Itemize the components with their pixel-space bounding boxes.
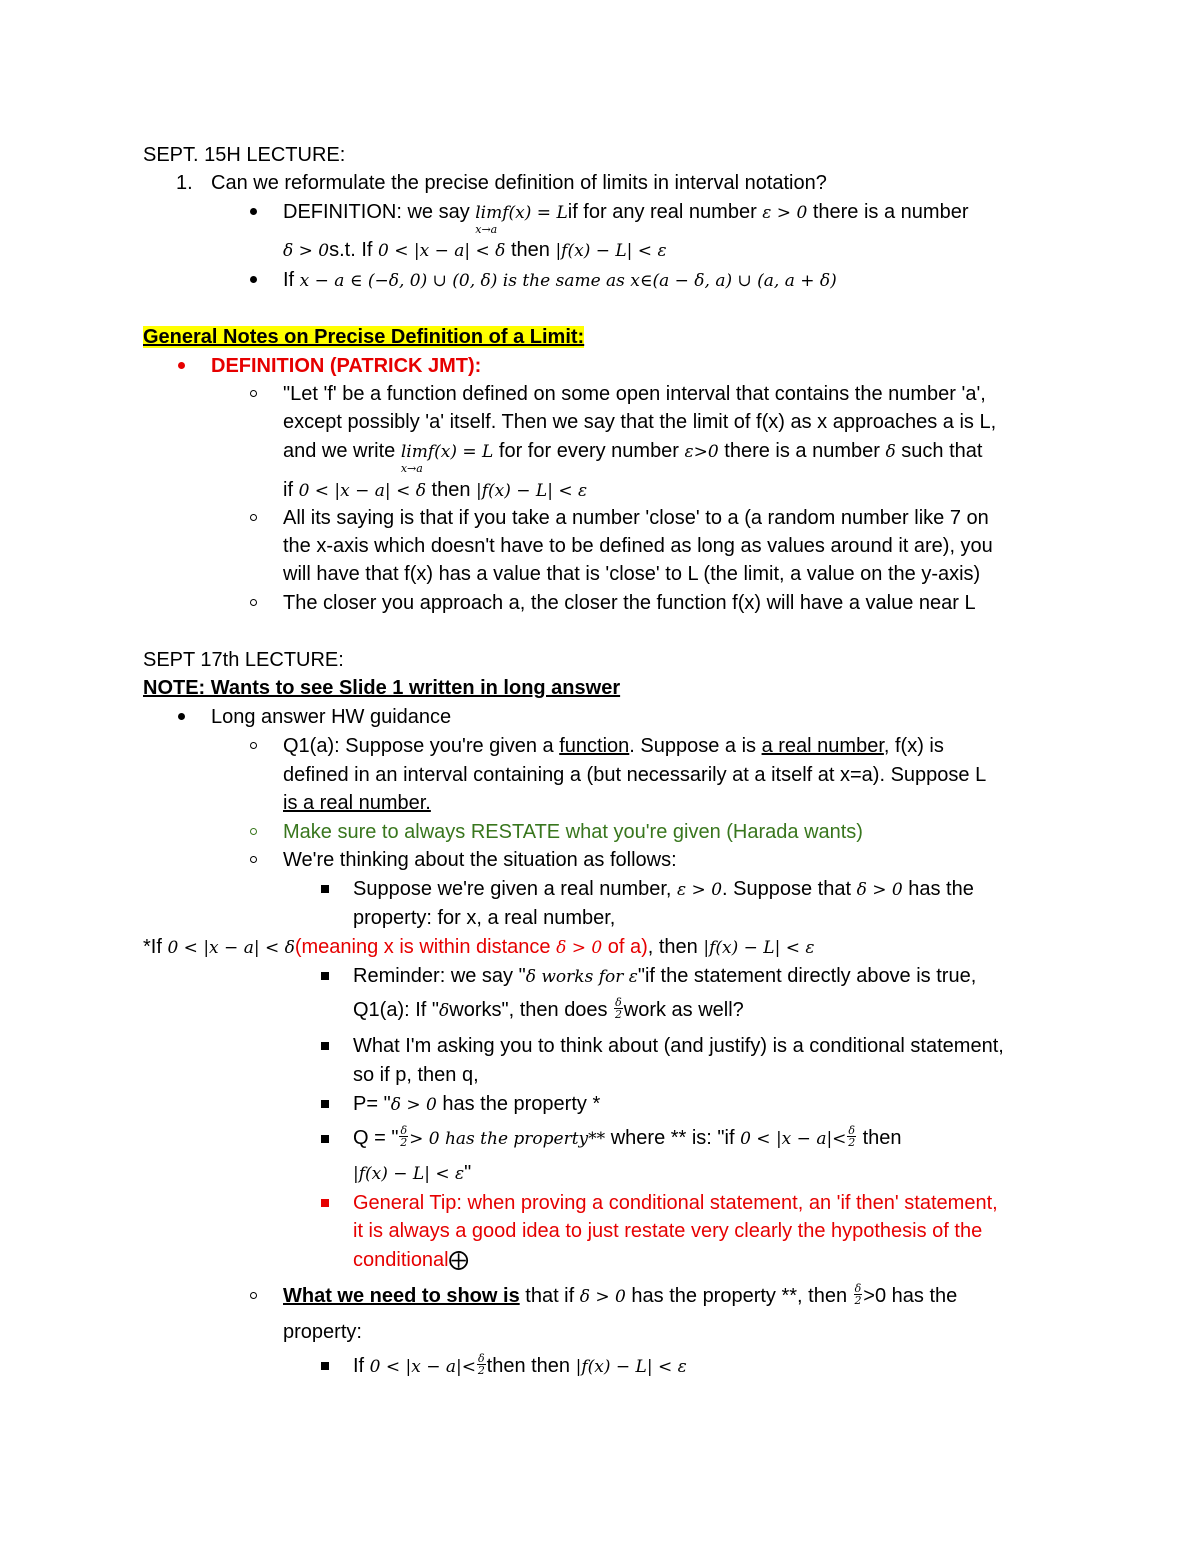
bullet-square-icon [321, 1100, 329, 1108]
need-text-1: that if [519, 1285, 580, 1307]
math-delta: δ > 0 [579, 1287, 626, 1307]
lim-label: lim [475, 203, 503, 223]
interval-line [283, 268, 837, 293]
fraction-den: 2 [477, 1364, 485, 1378]
all-line-3: will have that f(x) has a value that is 'close' to L (the limit, a value on the y-axis) [283, 563, 981, 585]
definition-line-1 [283, 200, 969, 236]
bullet-square-icon [321, 1042, 329, 1050]
suppose-text-2: . Suppose that [722, 878, 857, 900]
q1-text-2: . Suppose a is [629, 735, 762, 757]
bullet-circle-icon [250, 856, 257, 863]
bullet-square-icon [321, 972, 329, 980]
list-number: 1. [176, 172, 193, 194]
definition-patrick: DEFINITION (PATRICK JMT): [211, 355, 482, 377]
q1b-line [353, 998, 744, 1023]
math-has-property: > 0 has the property** [409, 1129, 606, 1149]
star-meaning: (meaning x is within distance [294, 936, 557, 958]
suppose-text-1: Suppose we're given a real number, [353, 878, 678, 900]
bullet-dot-icon [250, 208, 257, 215]
math-delta: δ > 0 [856, 880, 903, 900]
q-text-2: where ** is: "if [605, 1127, 741, 1149]
p-text-1: P= " [353, 1093, 391, 1115]
bullet-dot-icon [250, 276, 257, 283]
bullet-square-icon [321, 1362, 329, 1370]
closer-line: The closer you approach a, the closer the function f(x) will have a value near L [283, 592, 976, 614]
reminder-text-1: Reminder: we say " [353, 965, 526, 987]
math-ineq: 0 < |x − a|< [740, 1129, 847, 1149]
last-line [353, 1354, 687, 1379]
math-epsilon: ε > 0 [762, 203, 808, 223]
fraction-den: 2 [854, 1294, 862, 1308]
text-then: then [425, 479, 476, 501]
bullet-dot-icon [178, 713, 185, 720]
text-st: s.t. If [329, 239, 379, 261]
fraction-num: δ [400, 1124, 408, 1138]
lim-subscript: x→a [475, 223, 498, 236]
lim-label: lim [400, 442, 428, 462]
fraction-den: 2 [848, 1136, 856, 1150]
q-line [353, 1126, 902, 1151]
star-line [143, 935, 815, 960]
fraction-num: δ [854, 1282, 862, 1296]
math-delta: δ > 0 [556, 938, 603, 958]
math-ineq: 0 < |x − a|< [369, 1357, 477, 1377]
lim-subscript: x→a [400, 462, 423, 475]
text-if: if [283, 479, 299, 501]
suppose-text-3: has the [902, 878, 974, 900]
math-delta: δ > 0 [390, 1095, 437, 1115]
text-and-we-write: and we write [283, 440, 401, 462]
math-delta: δ [885, 442, 896, 462]
q1b-text-2: works", then does [449, 999, 614, 1021]
fraction-delta-over-2 [847, 1125, 856, 1148]
star-of-a: of a) [602, 936, 648, 958]
math-ineq-2: |f(x) − L| < ε [575, 1357, 687, 1377]
q1-text-3: , f(x) is [883, 735, 944, 757]
let-line-4 [283, 478, 587, 503]
reminder-text-2: "if the statement directly above is true, [637, 965, 977, 987]
math-ineq-1: 0 < |x − a| < δ [298, 481, 426, 501]
bullet-square-icon [321, 1135, 329, 1143]
bullet-circle-icon [250, 390, 257, 397]
math-interval: x − a ∈ (−δ, 0) ∪ (0, δ) is the same as x∈(a − δ, a) ∪ (a, a + δ) [299, 271, 837, 291]
q1b-text-1: Q1(a): If " [353, 999, 440, 1021]
last-then: then then [486, 1355, 576, 1377]
limit-expression [400, 440, 428, 475]
reminder-line [353, 964, 976, 989]
fraction-den: 2 [614, 1008, 622, 1022]
limit-expression [475, 201, 503, 236]
what-line-1: What I'm asking you to think about (and justify) is a conditional statement, [353, 1035, 1004, 1057]
math-delta-works: δ works for ε [525, 967, 638, 987]
bullet-dot-icon [178, 362, 185, 369]
text-then: then [505, 239, 556, 261]
bullet-circle-icon [250, 1292, 257, 1299]
close-quote: " [464, 1162, 472, 1184]
question-1: Can we reformulate the precise definition of limits in interval notation? [211, 172, 827, 194]
math-ineq-2: |f(x) − L| < ε [353, 1164, 465, 1184]
need-line [283, 1284, 957, 1309]
let-line-1: "Let 'f' be a function defined on some open interval that contains the number 'a', [283, 383, 986, 405]
math-fx: f(x) = L [502, 203, 568, 223]
thinking-line: We're thinking about the situation as follows: [283, 849, 677, 871]
text-for-every: for for every number [493, 440, 685, 462]
math-epsilon: ε > 0 [677, 880, 723, 900]
all-line-2: the x-axis which doesn't have to be defined as long as values around it are), you [283, 535, 993, 557]
sept15-heading: SEPT. 15H LECTURE: [143, 144, 346, 166]
math-ineq-2: |f(x) − L| < ε [476, 481, 588, 501]
bullet-circle-icon [250, 514, 257, 521]
q-text-1: Q = " [353, 1127, 399, 1149]
fraction-delta-over-2 [399, 1125, 408, 1148]
property-line: property: for x, a real number, [353, 907, 616, 929]
all-line-1: All its saying is that if you take a number 'close' to a (a random number like 7 on [283, 507, 989, 529]
hw-guidance: Long answer HW guidance [211, 706, 452, 728]
math-ineq-1: 0 < |x − a| < δ [167, 938, 295, 958]
math-epsilon: ε>0 [684, 442, 719, 462]
suppose-line [353, 877, 974, 902]
fraction-den: 2 [400, 1136, 408, 1150]
math-delta: δ > 0 [283, 241, 330, 261]
fraction-delta-over-2 [614, 997, 623, 1020]
q1-text-1: Q1(a): Suppose you're given a [283, 735, 560, 757]
circled-plus-icon: ⨁ [448, 1249, 469, 1271]
q-line-2 [353, 1161, 471, 1186]
let-line-2: except possibly 'a' itself. Then we say that the limit of f(x) as x approaches a is L, [283, 411, 997, 433]
fraction-num: δ [848, 1124, 856, 1138]
definition-text: DEFINITION: we say [283, 201, 476, 223]
restate-line: Make sure to always RESTATE what you're given (Harada wants) [283, 821, 863, 843]
bullet-circle-icon [250, 828, 257, 835]
what-line-2: so if p, then q, [353, 1064, 479, 1086]
tip-line-1: General Tip: when proving a conditional statement, an 'if then' statement, [353, 1192, 998, 1214]
fraction-delta-over-2 [854, 1283, 863, 1306]
note-line: NOTE: Wants to see Slide 1 written in long answer [143, 677, 621, 699]
p-line [353, 1092, 600, 1117]
fraction-num: δ [478, 1352, 485, 1366]
q1-real-number: a real number [761, 735, 884, 757]
q1-line-2: defined in an interval containing a (but necessarily at a itself at x=a). Suppose L [283, 764, 987, 786]
q-text-3: then [857, 1127, 902, 1149]
text-there-is: there is a number [718, 440, 886, 462]
need-text-2: has the property **, then [625, 1285, 853, 1307]
math-ineq-2: |f(x) − L| < ε [703, 938, 815, 958]
let-line-3 [283, 439, 983, 475]
sept17-heading: SEPT 17th LECTURE: [143, 649, 344, 671]
text-if: If [283, 269, 300, 291]
need-line-2: property: [283, 1321, 362, 1343]
definition-text-3: there is a number [807, 201, 969, 223]
tip-conditional: conditional [353, 1249, 449, 1271]
q1b-text-3: work as well? [623, 999, 744, 1021]
general-notes-heading [143, 325, 584, 349]
q1-function: function [559, 735, 630, 757]
heading-highlight: General Notes on Precise Definition of a Limit: [143, 326, 585, 348]
bullet-square-icon [321, 1199, 329, 1207]
q1-line-1 [283, 734, 944, 758]
star-then: , then [647, 936, 704, 958]
math-ineq-2: |f(x) − L| < ε [555, 241, 667, 261]
tip-line-2: it is always a good idea to just restate very clearly the hypothesis of the [353, 1220, 983, 1242]
bullet-circle-icon [250, 742, 257, 749]
math-delta: δ [439, 1001, 450, 1021]
star-if: *If [143, 936, 168, 958]
last-if: If [353, 1355, 370, 1377]
tip-line-3 [353, 1248, 469, 1272]
bullet-square-icon [321, 885, 329, 893]
fraction-delta-over-2 [477, 1353, 486, 1376]
math-fx: f(x) = L [427, 442, 494, 462]
definition-text-2: if for any real number [567, 201, 763, 223]
need-bold: What we need to show is [283, 1285, 520, 1307]
need-text-3: >0 has the [863, 1285, 958, 1307]
bullet-circle-icon [250, 599, 257, 606]
text-such-that: such that [895, 440, 983, 462]
p-text-2: has the property * [436, 1093, 601, 1115]
q1-line-3: is a real number. [283, 792, 431, 814]
fraction-num: δ [615, 996, 622, 1010]
definition-line-2 [283, 238, 667, 263]
math-ineq-1: 0 < |x − a| < δ [378, 241, 506, 261]
